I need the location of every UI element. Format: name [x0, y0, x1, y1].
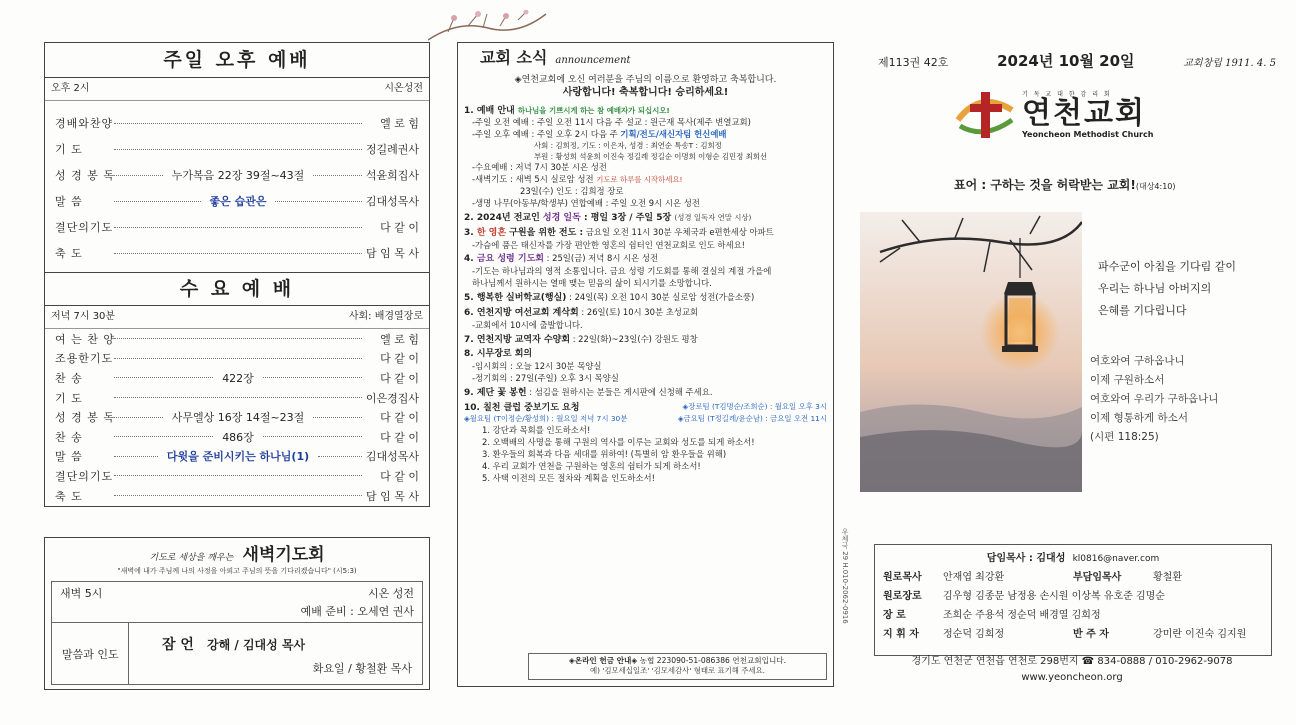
- cover-panel: [858, 42, 1276, 697]
- branch-decoration: [428, 10, 548, 46]
- n10-title: 10. 칠천 클럽 중보기도 요청: [464, 402, 580, 413]
- wednesday-person: 다 같 이: [380, 371, 419, 385]
- prayer-item: 1. 강단과 목회를 인도하소서!: [482, 424, 591, 435]
- founded-date: 교회창립 1911. 4. 5: [1183, 58, 1276, 69]
- n6-detail: : 26일(토) 10시 30분 초성교회: [578, 306, 699, 317]
- worship-order-box: [44, 42, 430, 507]
- dawn-prefix: 기도로 세상을 깨우는: [149, 553, 234, 563]
- sunday-detail: 누가복음 22장 39절~43절: [171, 169, 305, 182]
- staff-row: [883, 566, 1263, 585]
- n7-detail: : 22일(화)~23일(수) 강원도 평창: [570, 333, 698, 344]
- wednesday-person: 이은경집사: [365, 391, 419, 405]
- sunday-person: 엘 로 힘: [380, 117, 419, 130]
- staff-role: 부담임목사: [1073, 572, 1122, 583]
- sunday-row: [45, 188, 429, 214]
- staff-names: 조희순 주용석 정순덕 배경열 김희정: [943, 610, 1101, 621]
- announcements-box: [457, 42, 834, 687]
- wednesday-role: 기 도: [55, 391, 83, 405]
- sunday-time: 오후 2시: [51, 83, 90, 94]
- n3-detail: 금요일 오전 11시 30분 우체국과 e편한세상 아파트: [583, 226, 774, 237]
- wednesday-person: 김대성목사: [365, 450, 420, 464]
- online-title: ◈온라인 헌금 안내◈: [568, 655, 638, 665]
- wednesday-role: 여 는 찬 양: [55, 332, 115, 346]
- wednesday-row: [45, 427, 429, 447]
- side-note: 우체국 29 H.010-2062-0916: [841, 528, 849, 624]
- dawn-title: 새벽기도회: [242, 545, 325, 565]
- wednesday-role: 찬 송: [55, 371, 83, 385]
- n3-l1: -가슴에 품은 태신자를 가장 편안한 영혼의 쉼터인 연천교회로 인도 하세요!: [472, 239, 746, 250]
- sunday-person: 다 같 이: [380, 221, 419, 234]
- motto-ref: (대상4:10): [1135, 182, 1176, 191]
- pastor-email: kl0816@naver.com: [1072, 554, 1160, 564]
- lantern-photo: [860, 212, 1082, 492]
- staff-row: [883, 604, 1263, 623]
- dawn-place: 시온 성전: [367, 587, 414, 600]
- wednesday-person: 다 같 이: [380, 352, 419, 366]
- wednesday-person: 담 임 목 사: [366, 489, 419, 503]
- staff-row: [883, 623, 1263, 642]
- n9-detail: : 섬김을 원하시는 분들은 게시판에 신청해 주세요.: [526, 386, 713, 397]
- wednesday-section: [45, 306, 429, 505]
- poem-line: 이제 형통하게 하소서: [1090, 412, 1188, 424]
- wednesday-person: 엘 로 힘: [380, 332, 419, 346]
- dawn-prayer-box: [44, 537, 430, 690]
- sunday-row: [45, 240, 429, 266]
- poem-line: 파수군이 아침을 기다림 같이: [1098, 260, 1237, 273]
- wednesday-detail: 다윗을 준비시키는 하나님(1): [166, 450, 310, 464]
- dawn-time: 새벽 5시: [60, 587, 103, 600]
- sunday-role: 기 도: [55, 143, 83, 156]
- poem-line: 여호와여 우리가 구하옵나니: [1090, 393, 1219, 405]
- staff-row: [883, 585, 1263, 604]
- n4-highlight: 금요 성령 기도회: [476, 254, 544, 265]
- n7-title: 7. 연천지방 교역자 수양회: [464, 334, 571, 345]
- wednesday-row: [45, 466, 429, 486]
- sunday-row: [45, 110, 429, 136]
- contact-info: [874, 654, 1270, 686]
- staff-role: 반 주 자: [1073, 629, 1109, 640]
- wednesday-host: 사회: 배경열장로: [348, 311, 423, 322]
- church-logo: [950, 86, 1153, 142]
- n5-title: 5. 행복한 실버학교(행실): [464, 293, 567, 304]
- phone: ☎ 834-0888 / 010-2962-9078: [1081, 656, 1233, 667]
- n8-l1: -임시회의 : 오늘 12시 30분 목양실: [472, 361, 602, 372]
- wednesday-role: 조용한기도: [55, 352, 114, 366]
- n5-detail: : 24일(목) 오전 10시 30분 실로암 성전(가을소풍): [566, 292, 755, 303]
- poem-2: [1090, 352, 1218, 447]
- welcome-line2: 사랑합니다! 축복합니다! 승리하세요!: [562, 87, 729, 99]
- staff-names: 안재엽 최강환: [943, 572, 1005, 583]
- poem-line: 우리는 하나님 아버지의: [1098, 282, 1212, 295]
- staff-names: 정순덕 김희정: [943, 629, 1005, 640]
- online-giving-box: [528, 653, 827, 680]
- wednesday-detail: 486장: [222, 430, 254, 444]
- sunday-place: 시온성전: [384, 83, 423, 94]
- sunday-title: 주일 오후 예배: [45, 43, 429, 78]
- sunday-row: [45, 136, 429, 162]
- n9-title: 9. 제단 꽃 봉헌: [464, 387, 527, 398]
- sunday-row: [45, 162, 429, 188]
- sunday-role: 결단의기도: [55, 221, 114, 234]
- news-title-en: announcement: [555, 55, 631, 66]
- dawn-label: 말씀과 인도: [62, 648, 119, 661]
- n3-title: 구원을 위한 전도 :: [506, 227, 584, 238]
- staff-names: 강미란 이진숙 김지원: [1153, 629, 1247, 640]
- staff-role: 원로장로: [883, 591, 922, 602]
- news-title: 교회 소식: [480, 48, 548, 67]
- n1-title: 1. 예배 안내: [464, 105, 515, 116]
- wednesday-row: [45, 329, 429, 349]
- n2-detail: : 평일 3장 / 주일 5장: [580, 213, 672, 223]
- wednesday-row: [45, 349, 429, 369]
- n4-detail: : 25일(금) 저녁 8시 시온 성전: [543, 253, 659, 264]
- wednesday-role: 축 도: [55, 489, 83, 503]
- n6-title: 6. 연천지방 여선교회 계삭회: [464, 307, 579, 318]
- online-note: 예) '김모세십일조' '김모세감사' 형태로 표기해 주세요.: [589, 666, 766, 676]
- online-account: 농협 223090-51-086386 연천교회입니다.: [639, 655, 787, 665]
- sunday-person: 석윤희집사: [365, 169, 419, 182]
- wednesday-time: 저녁 7시 30분: [51, 311, 116, 322]
- n8-title: 8. 시무장로 회의: [464, 349, 533, 360]
- n4-l1: -기도는 하나님과의 영적 소통입니다. 금요 성령 기도회를 통해 결실의 계절 가을에: [472, 266, 772, 277]
- n10-team1: ◈장로팀 (T김명순/조희순) : 월요일 오후 3시: [682, 401, 827, 411]
- n1-l2a: -주일 오후 예배 : 주일 오후 2시 다음 주: [472, 129, 621, 140]
- n1-l7: 23일(수) 인도 : 김희정 장로: [520, 186, 624, 197]
- staff-role: 원로목사: [883, 572, 922, 583]
- dawn-speaker: 강해 / 김대성 목사: [207, 638, 306, 652]
- cross-logo-icon: [950, 86, 1020, 142]
- n1-l2b: 기획/전도/새신자팀 헌신예배: [620, 129, 727, 140]
- dawn-verse: "새벽에 내가 주님께 나의 사정을 아뢰고 주님의 뜻을 기다리겠습니다" (시5:3): [117, 567, 357, 575]
- wednesday-row: [45, 388, 429, 408]
- n2-title: 2. 2024년 전교인: [464, 213, 543, 223]
- motto-text: 표어 : 구하는 것을 허락받는 교회!: [954, 178, 1136, 192]
- prayer-item: 4. 우리 교회가 연천을 구원하는 영혼의 쉼터가 되게 하소서!: [482, 460, 701, 471]
- n4-num: 4.: [464, 254, 477, 265]
- staff-box: [874, 544, 1272, 656]
- wednesday-detail: 사무엘상 16장 14절~23절: [171, 411, 305, 425]
- wednesday-detail: 422장: [222, 371, 254, 385]
- n1-l1: -주일 오전 예배 : 주일 오전 11시 다음 주 설교 : 원근재 목사(제주 변열교회): [472, 117, 751, 128]
- wednesday-role: 찬 송: [55, 430, 83, 444]
- prayer-item: 5. 사택 이전의 모든 절차와 계획을 인도하소서!: [482, 472, 655, 483]
- staff-role: 지 휘 자: [883, 629, 919, 640]
- poem-1: [1098, 256, 1236, 322]
- sunday-role: 경배와찬양: [55, 117, 114, 130]
- issue-date: 2024년 10월 20일: [997, 52, 1135, 70]
- n3-highlight: 한 영혼: [476, 227, 507, 238]
- wednesday-role: 결단의기도: [55, 469, 114, 483]
- sunday-person: 정길례권사: [365, 143, 419, 156]
- issue-number: 제113권 42호: [878, 56, 949, 69]
- n1-l5: -수요예배 : 저녁 7시 30분 시온 성전: [472, 162, 607, 173]
- wednesday-row: [45, 407, 429, 427]
- wednesday-row: [45, 486, 429, 506]
- wednesday-row: [45, 368, 429, 388]
- sunday-detail: 좋은 습관은: [209, 195, 267, 208]
- logo-denomination: 기 독 교 대 한 감 리 회: [1022, 91, 1112, 98]
- sunday-person: 김대성목사: [365, 195, 419, 208]
- n2-highlight: 성경 일독: [542, 213, 581, 223]
- website: www.yeoncheon.org: [1021, 672, 1123, 683]
- n2-note: (성경 일독자 연말 시상): [674, 213, 752, 222]
- welcome-line: ◈연천교회에 오신 여러분을 주님의 이름으로 환영하고 축복합니다.: [514, 74, 777, 85]
- staff-names: 김우형 김종문 남정용 손시원 이상복 유호준 김명순: [943, 591, 1165, 602]
- dawn-book: 잠 언: [162, 637, 194, 653]
- logo-name: 연천교회: [1022, 96, 1146, 131]
- wednesday-person: 다 같 이: [380, 430, 419, 444]
- n1-sub: 하나님을 기쁘시게 하는 참 예배자가 되십시오!: [517, 105, 670, 115]
- dawn-speaker2: 화요일 / 황철환 목사: [312, 662, 412, 675]
- sunday-role: 말 씀: [55, 195, 83, 208]
- n4-l2: 하나님께서 원하시는 열매 맺는 믿음의 삶이 되시기를 소망합니다.: [472, 278, 712, 289]
- n3-num: 3.: [464, 227, 477, 238]
- address: 경기도 연천군 연천읍 연천로 298번지: [911, 656, 1079, 667]
- n8-l2: -정기회의 : 27일(주일) 오후 3시 목양실: [472, 372, 619, 383]
- poem-line: 이제 구원하소서: [1090, 374, 1165, 386]
- poem-line: 은혜를 기다립니다: [1098, 304, 1187, 317]
- wednesday-row: [45, 447, 429, 467]
- wednesday-title: 수 요 예 배: [45, 272, 429, 306]
- motto: [954, 176, 1176, 193]
- prayer-item: 2. 오백배의 사명을 통해 구원의 역사를 이루는 교회와 성도를 되게 하소서!: [482, 436, 755, 447]
- wednesday-person: 다 같 이: [380, 469, 419, 483]
- n1-l3: 사회 : 김희정, 기도 : 이은자, 성경 : 최연순 특송T : 김희정: [534, 141, 722, 151]
- n10-team2: ◈월요팀 (T이정순/황성희) : 월요일 저녁 7시 30분: [464, 414, 628, 424]
- poem-line: 여호와여 구하옵나니: [1090, 355, 1185, 367]
- senior-pastor: 담임목사 : 김대성: [986, 553, 1066, 564]
- n1-l6a: -새벽기도 : 새벽 5시 실로암 성전: [472, 174, 597, 185]
- poem-line: (시편 118:25): [1090, 431, 1159, 443]
- n1-l4: 부원 : 황성희 석윤희 이진숙 정길례 정길순 이명희 이형순 김민정 최희선: [534, 151, 768, 161]
- wednesday-role: 말 씀: [55, 450, 83, 464]
- n6-l1: -교회에서 10시에 출발합니다.: [472, 319, 583, 330]
- logo-english: Yeoncheon Methodist Church: [1022, 130, 1154, 139]
- sunday-row: [45, 214, 429, 240]
- prayer-item: 3. 환우들의 회복과 다음 세대를 위하여! (특별히 암 환우들을 위해): [482, 448, 727, 459]
- sunday-role: 축 도: [55, 247, 83, 260]
- n1-l6b: 기도로 하루를 시작하세요!: [596, 175, 683, 185]
- staff-role: 장 로: [883, 610, 906, 621]
- sunday-role: 성 경 봉 독: [55, 169, 115, 182]
- dawn-prep: 예배 준비 : 오세연 권사: [300, 605, 414, 618]
- n10-team3: ◈금요팀 (T정길례/윤순남) : 금요일 오전 11시: [677, 414, 827, 424]
- n1-l8: -생명 나무(아동부/학생부) 연합예배 : 주일 오전 9시 시온 성전: [472, 198, 700, 209]
- sunday-section: [45, 78, 429, 272]
- wednesday-person: 다 같 이: [380, 411, 419, 425]
- staff-names: 황철환: [1153, 572, 1182, 583]
- sunday-person: 담 임 목 사: [366, 247, 419, 260]
- wednesday-role: 성 경 봉 독: [55, 411, 115, 425]
